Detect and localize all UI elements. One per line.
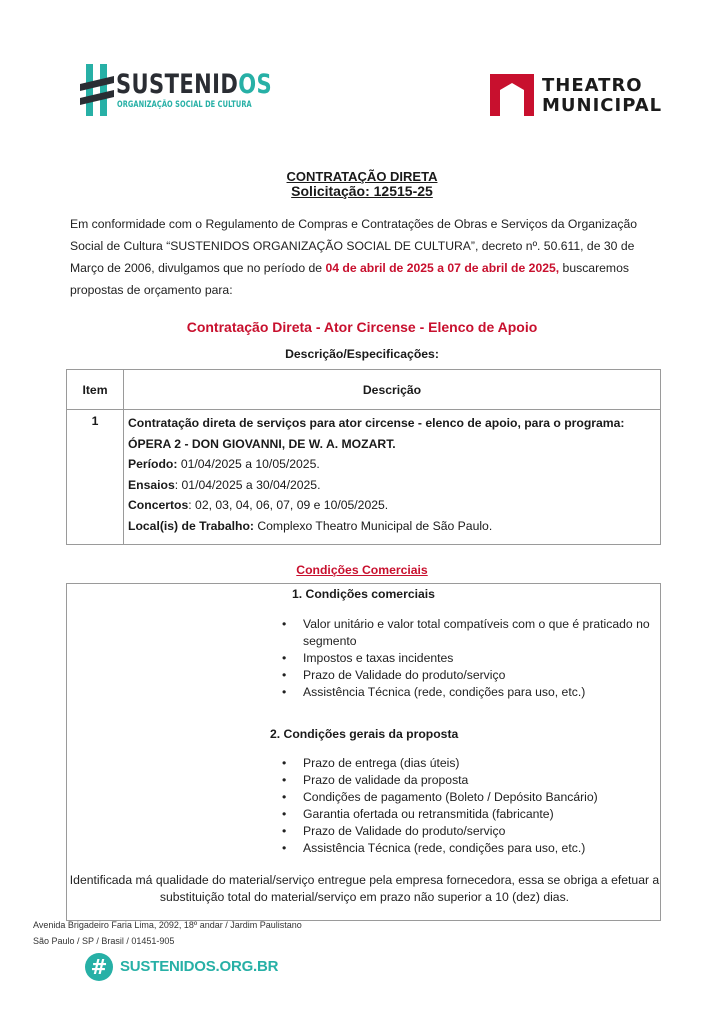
concertos-line: Concertos: 02, 03, 04, 06, 07, 09 e 10/05/2025. (128, 498, 389, 512)
table-header-row (67, 370, 661, 410)
address-line2: São Paulo / SP / Brasil / 01451-905 (33, 936, 175, 946)
local-line: Local(is) de Trabalho: Complexo Theatro Municipal de São Paulo. (128, 518, 493, 533)
address-line1: Avenida Brigadeiro Faria Lima, 2092, 18º andar / Jardim Paulistano (33, 920, 302, 930)
section1-list (281, 616, 656, 701)
request-number: Solicitação: 12515-25 (291, 183, 433, 199)
sustenidos-wordmark: SUSTENIDOS (116, 69, 273, 100)
list-item: • Prazo de Validade do produto/serviço (281, 823, 656, 840)
spec-title: Descrição/Especificações: (285, 347, 439, 361)
list-item: • Assistência Técnica (rede, condições para uso, etc.) (281, 684, 656, 701)
list-item: • Valor unitário e valor total compatíveis com o que é praticado no segmento (281, 616, 656, 650)
header-description: Descrição (124, 370, 661, 410)
spec-table (66, 369, 661, 545)
section1-title: 1. Condições comerciais (292, 587, 435, 601)
item-number: 1 (67, 410, 124, 545)
list-item: • Prazo de entrega (dias úteis) (281, 755, 656, 772)
sustenidos-logo (80, 64, 273, 120)
arch-icon (490, 74, 534, 116)
periodo-line: Período: 01/04/2025 a 10/05/2025. (128, 457, 320, 471)
header-item: Item (67, 370, 124, 410)
website-link[interactable]: SUSTENIDOS.ORG.BR (120, 958, 279, 975)
list-item: • Garantia ofertada ou retransmitida (fabricante) (281, 806, 656, 823)
theatro-line2: MUNICIPAL (542, 95, 663, 116)
list-item: • Assistência Técnica (rede, condições para uso, etc.) (281, 840, 656, 857)
list-item: • Prazo de Validade do produto/serviço (281, 667, 656, 684)
project-title: Contratação Direta - Ator Circense - Elenco de Apoio (186, 319, 538, 335)
item-description: Contratação direta de serviços para ator circense - elenco de apoio, para o programa: ÓPERA 2 - DON GIOVANNI, DE W. A. MOZART. Período: 01/04/2025 a 10/05/2025. Ensaios: 01/04/2025 a 30/04/2025. Concertos: 02, 03, 04, 06, 07, 09 e 10/05/2025. Local(is) de Trabalho: Complexo Theatro Municipal de São Paulo. (124, 410, 661, 545)
document-title: CONTRATAÇÃO DIRETA (286, 169, 438, 184)
hash-icon (80, 64, 114, 116)
section2-list (281, 755, 656, 857)
theatro-line1: THEATRO (542, 75, 643, 96)
ensaios-line: Ensaios: 01/04/2025 a 30/04/2025. (128, 477, 321, 492)
sustenidos-tagline: ORGANIZAÇÃO SOCIAL DE CULTURA (117, 100, 252, 110)
publication-dates: 04 de abril de 2025 a 07 de abril de 2025, (325, 261, 560, 275)
conditions-box (66, 583, 661, 921)
list-item: • Impostos e taxas incidentes (281, 650, 656, 667)
hash-icon: # (85, 953, 113, 981)
table-row (67, 410, 661, 545)
section2-title: 2. Condições gerais da proposta (270, 727, 459, 741)
conditions-title: Condições Comerciais (296, 563, 428, 577)
list-item: • Condições de pagamento (Boleto / Depósito Bancário) (281, 789, 656, 806)
intro-paragraph: Em conformidade com o Regulamento de Compras e Contratações de Obras e Serviços da Organização Social de Cultura “SUSTENIDOS ORGANIZAÇÃO SOCIAL DE CULTURA”, decreto nº. 50.611, de 30 de Março de 2006, divulgamos que no período de 04 de abril de 2025 a 07 de abril de 2025, buscaremos propostas de orçamento para: (70, 217, 638, 297)
theatro-municipal-logo (490, 74, 663, 120)
list-item: • Prazo de validade da proposta (281, 772, 656, 789)
quality-note: Identificada má qualidade do material/serviço entregue pela empresa fornecedora, essa se obriga a efetuar a substituição total do material/serviço em prazo não superior a 10 (dez) dias. (69, 873, 660, 904)
